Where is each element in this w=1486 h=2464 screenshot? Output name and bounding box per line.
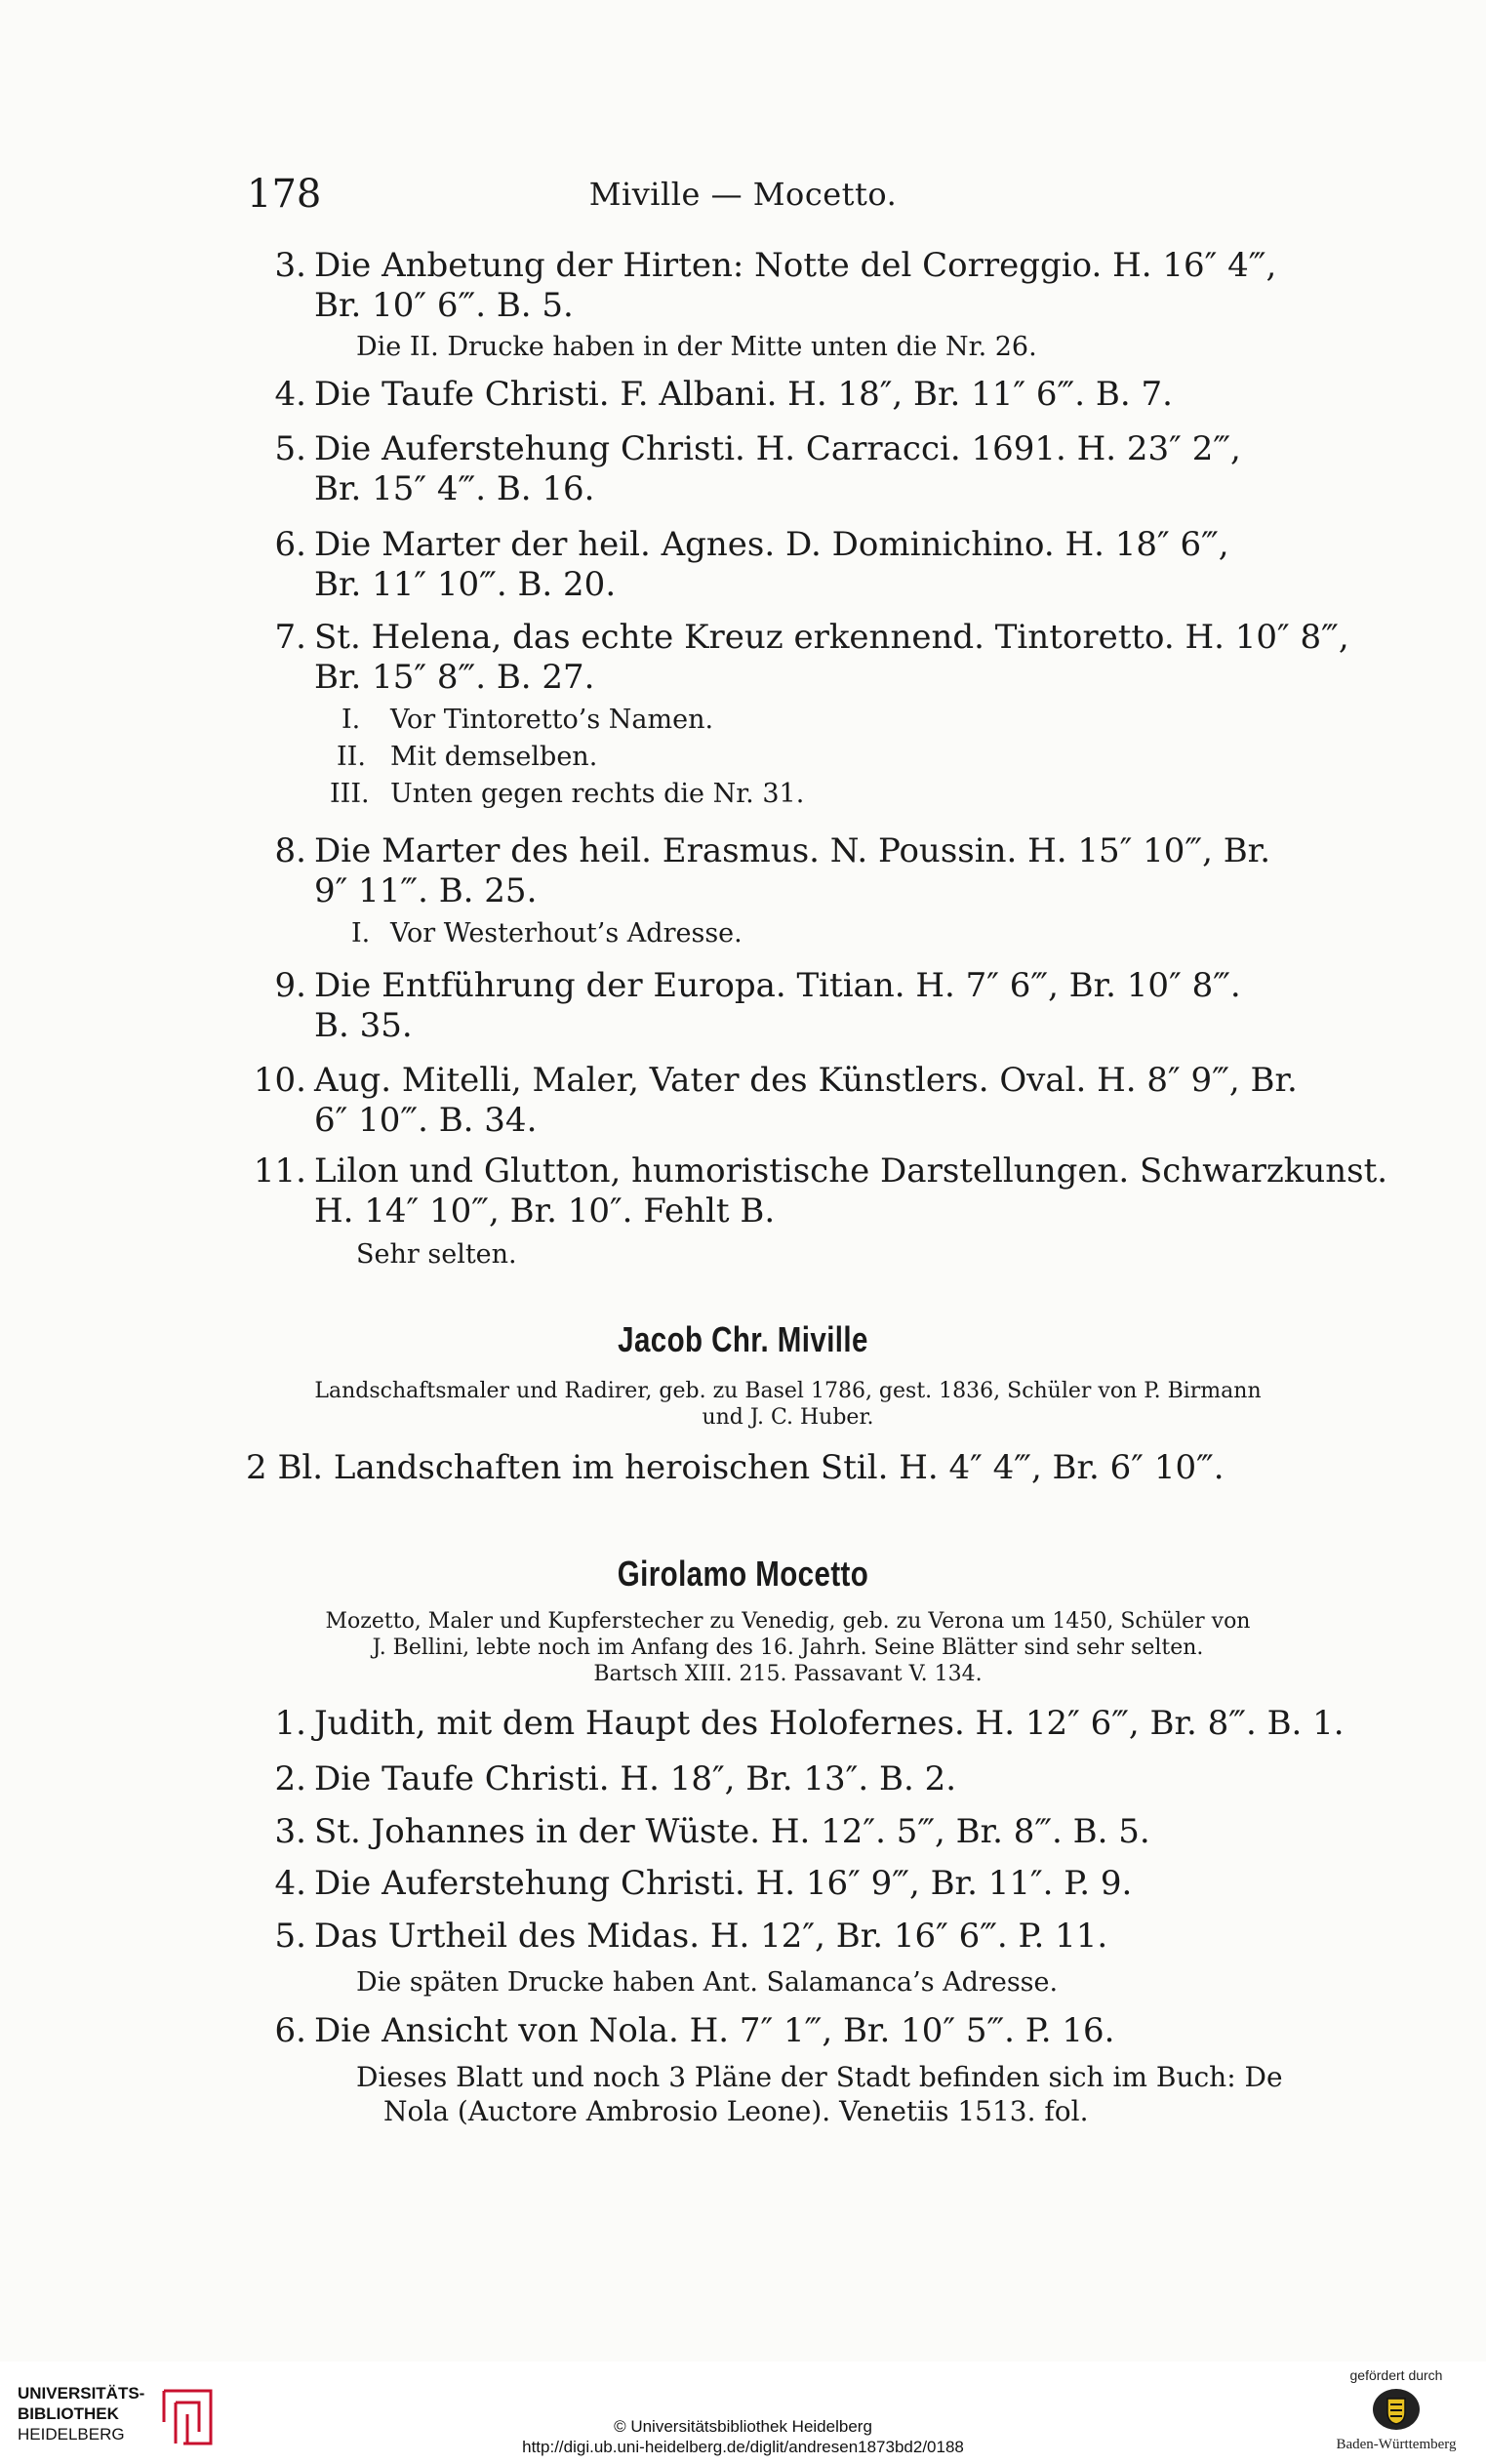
description-line: Mozetto, Maler und Kupferstecher zu Venedig, geb. zu Verona um 1450, Schüler von — [325, 1609, 1251, 1634]
entry-line: Die Ansicht von Nola. H. 7″ 1‴, Br. 10″ 5‴. P. 16. — [314, 2011, 1115, 2050]
sponsor-name: Baden-Württemberg — [1336, 2437, 1457, 2452]
catalog-entry — [244, 1061, 1351, 1141]
catalog-entry — [244, 2011, 1351, 2051]
description-line: Bartsch XIII. 215. Passavant V. 134. — [593, 1662, 983, 1686]
entry-line: Br. 15″ 4‴. B. 16. — [314, 469, 595, 508]
catalog-entry — [244, 831, 1351, 911]
library-name-line: BIBLIOTHEK — [18, 2404, 119, 2423]
library-name-line: HEIDELBERG — [18, 2425, 125, 2444]
entry-line: Die Anbetung der Hirten: Notte del Correggio. H. 16″ 4‴, — [314, 246, 1277, 285]
entry-line: Judith, mit dem Haupt des Holofernes. H. 12″ 6‴, Br. 8‴. B. 1. — [314, 1704, 1345, 1743]
entry-number: 5. — [274, 429, 306, 468]
catalog-entry — [244, 375, 1351, 415]
entry-line: Lilon und Glutton, humoristische Darstellungen. Schwarzkunst. — [314, 1151, 1388, 1191]
entry-line: Br. 10″ 6‴. B. 5. — [314, 286, 574, 325]
entry-note: Die II. Drucke haben in der Mitte unten die Nr. 26. — [356, 332, 1037, 362]
sponsor-block — [1328, 2367, 1465, 2453]
digitization-footer — [0, 2362, 1486, 2464]
entry-line: Br. 11″ 10‴. B. 20. — [314, 565, 617, 604]
entry-number: 4. — [274, 1864, 306, 1903]
entry-line: 9″ 11‴. B. 25. — [314, 871, 538, 910]
entry-number: 10. — [253, 1061, 306, 1100]
sponsor-label: gefördert durch — [1349, 2367, 1443, 2383]
description-line: Landschaftsmaler und Radirer, geb. zu Basel 1786, gest. 1836, Schüler von P. Birmann — [314, 1379, 1262, 1403]
entry-line: Die Marter der heil. Agnes. D. Dominichino. H. 18″ 6‴, — [314, 525, 1229, 564]
entry-line: St. Helena, das echte Kreuz erkennend. Tintoretto. H. 10″ 8‴, — [314, 618, 1349, 657]
state-text: Unten gegen rechts die Nr. 31. — [390, 779, 805, 809]
artist-heading: Jacob Chr. Miville — [618, 1319, 868, 1359]
entry-line: 6″ 10‴. B. 34. — [314, 1101, 538, 1140]
catalog-entry — [244, 1864, 1351, 1904]
entry-number: 8. — [274, 831, 306, 870]
entry-note: Nola (Auctore Ambrosio Leone). Venetiis 1513. fol. — [383, 2095, 1089, 2127]
entry-line: Die Auferstehung Christi. H. Carracci. 1691. H. 23″ 2‴, — [314, 429, 1241, 468]
catalog-entry — [244, 246, 1351, 326]
entry-note: Sehr selten. — [356, 1239, 517, 1270]
entry-number: 1. — [274, 1704, 306, 1743]
state-text: Vor Westerhout’s Adresse. — [390, 918, 743, 949]
entry-number: 2. — [274, 1759, 306, 1798]
catalog-entry — [244, 1759, 1351, 1799]
entry-line: 2 Bl. Landschaften im heroischen Stil. H. 4″ 4‴, Br. 6″ 10‴. — [246, 1448, 1225, 1487]
entry-number: 4. — [274, 375, 306, 414]
state-text: Mit demselben. — [390, 742, 598, 772]
catalog-entry — [246, 1448, 1353, 1488]
entry-line: Die Taufe Christi. F. Albani. H. 18″, Br. 11″ 6‴. B. 7. — [314, 375, 1173, 414]
state-roman: II. — [337, 742, 366, 772]
state-roman: I. — [351, 918, 371, 949]
entry-line: Br. 15″ 8‴. B. 27. — [314, 658, 595, 697]
entry-number: 3. — [274, 1812, 306, 1851]
entry-line: B. 35. — [314, 1006, 413, 1045]
running-title: Miville — Mocetto. — [588, 176, 898, 213]
catalog-entry — [244, 1917, 1351, 1957]
page-number: 178 — [247, 172, 322, 217]
entry-note: Die späten Drucke haben Ant. Salamanca’s Adresse. — [356, 1967, 1059, 1998]
entry-line: St. Johannes in der Wüste. H. 12″. 5‴, Br. 8‴. B. 5. — [314, 1812, 1150, 1851]
entry-line: Die Auferstehung Christi. H. 16″ 9‴, Br. 11″. P. 9. — [314, 1864, 1133, 1903]
catalog-entry — [244, 429, 1351, 509]
entry-number: 3. — [274, 246, 306, 285]
entry-number: 11. — [253, 1151, 306, 1191]
artist-description — [273, 1608, 1303, 1687]
entry-line: Die Entführung der Europa. Titian. H. 7″ 6‴, Br. 10″ 8‴. — [314, 966, 1241, 1005]
state-crest-icon — [1371, 2387, 1422, 2432]
entry-number: 6. — [274, 2011, 306, 2050]
running-header — [0, 172, 1486, 221]
description-line: und J. C. Huber. — [702, 1405, 874, 1430]
catalog-entry — [244, 966, 1351, 1046]
entry-line: Aug. Mitelli, Maler, Vater des Künstlers. Oval. H. 8″ 9‴, Br. — [314, 1061, 1298, 1100]
catalog-entry — [244, 1704, 1351, 1744]
copyright-text: © Universitätsbibliothek Heidelberg — [614, 2417, 872, 2436]
entry-line: H. 14″ 10‴, Br. 10″. Fehlt B. — [314, 1192, 776, 1231]
copyright-block — [0, 2416, 1486, 2457]
entry-number: 7. — [274, 618, 306, 657]
entry-line: Das Urtheil des Midas. H. 12″, Br. 16″ 6‴. P. 11. — [314, 1917, 1108, 1956]
source-url[interactable]: http://digi.ub.uni-heidelberg.de/diglit/andresen1873bd2/0188 — [522, 2438, 964, 2456]
entry-number: 9. — [274, 966, 306, 1005]
catalog-entry — [244, 1151, 1388, 1232]
artist-heading: Girolamo Mocetto — [617, 1554, 869, 1594]
description-line: J. Bellini, lebte noch im Anfang des 16. Jahrh. Seine Blätter sind sehr selten. — [372, 1636, 1204, 1660]
entry-number: 6. — [274, 525, 306, 564]
state-text: Vor Tintoretto’s Namen. — [390, 705, 714, 735]
state-roman: III. — [330, 779, 370, 809]
state-roman: I. — [341, 705, 361, 735]
entry-number: 5. — [274, 1917, 306, 1956]
entry-note: Dieses Blatt und noch 3 Pläne der Stadt befinden sich im Buch: De — [356, 2061, 1283, 2093]
entry-line: Die Marter des heil. Erasmus. N. Poussin. H. 15″ 10‴, Br. — [314, 831, 1271, 870]
catalog-entry — [244, 618, 1351, 698]
library-name-line: UNIVERSITÄTS- — [18, 2384, 145, 2403]
catalog-entry — [244, 1812, 1351, 1852]
catalog-entry — [244, 525, 1351, 605]
entry-line: Die Taufe Christi. H. 18″, Br. 13″. B. 2. — [314, 1759, 957, 1798]
artist-description — [273, 1378, 1303, 1431]
